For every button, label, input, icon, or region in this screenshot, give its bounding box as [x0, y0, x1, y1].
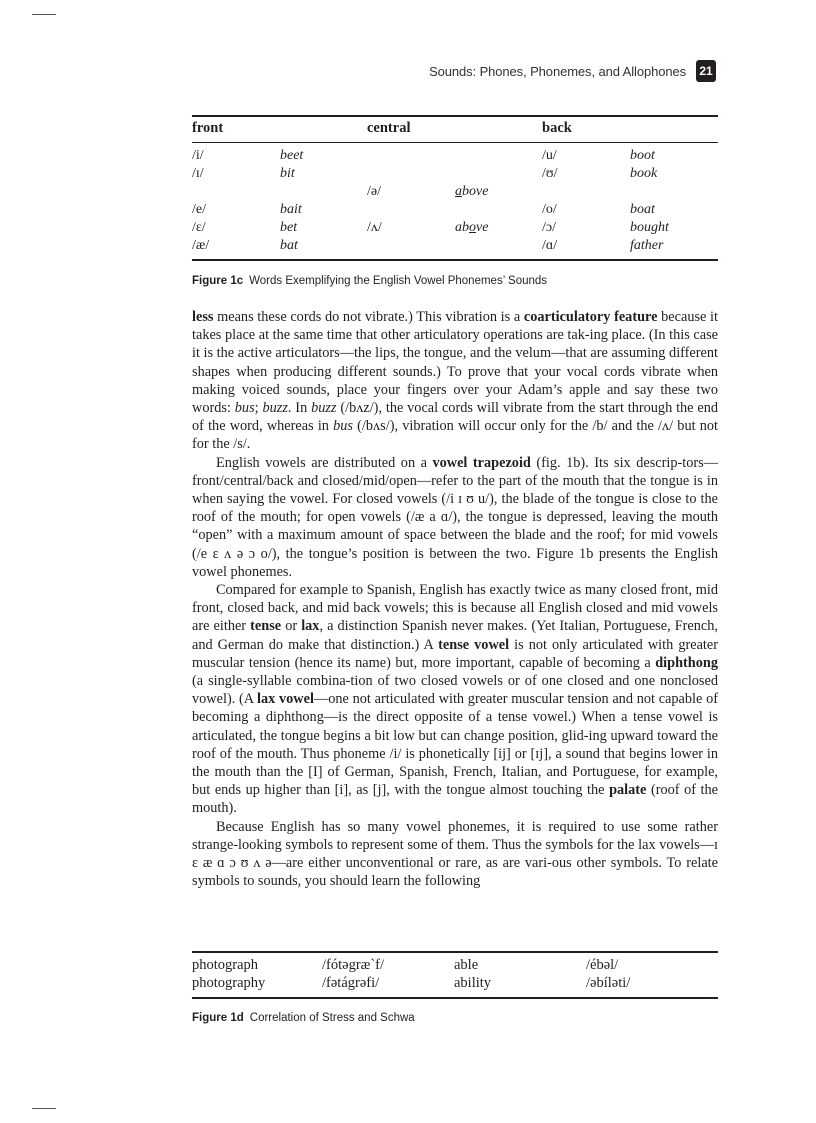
- table-cell: /o/: [542, 202, 557, 217]
- table-cell: beet: [280, 148, 304, 163]
- table-cell: boat: [630, 202, 655, 217]
- figure-label: Figure 1d: [192, 1012, 244, 1024]
- table-top-rule: [192, 951, 718, 953]
- paragraph: Compared for example to Spanish, English has exactly twice as many closed front, mid front, closed back, and mid back vowels; this is because all English closed and mid vowels are either tense or lax, a distinction Spanish never makes. (Yet Italian, Portuguese, French, and German do make that distinction.) A tense vowel is not only articulated with greater muscular tension (hence its name) but, more important, capable of becoming a diphthong (a single-syllable combina-tion of two closed vowels or of one closed and one nonclosed vowel). (A lax vowel—one not articulated with greater muscular tension and not capable of becoming a diphthong—is the direct opposite of a tense vowel.) When a tense vowel is articulated, the tongue begins a bit low but can change position, glid-ing upward toward the roof of the mouth. Thus phoneme /i/ is phonetically [ij] or [ɪj], a sound that begins lower in the mouth than the [I] of German, Spanish, French, Italian, and Portuguese, for example, but ends up higher than [i], as [j], with the tongue almost touching the palate (roof of the mouth).: [192, 582, 718, 817]
- table-cell: /ɪ/: [192, 166, 204, 181]
- table-cell: /ɔ/: [542, 220, 556, 235]
- caption-text: Correlation of Stress and Schwa: [249, 1012, 415, 1024]
- table-cell-underline-third: above: [455, 220, 489, 235]
- table-cell: bait: [280, 202, 302, 217]
- figure-1d-caption: [192, 1012, 415, 1024]
- column-header-back: back: [542, 120, 572, 136]
- table-bottom-rule: [192, 259, 718, 261]
- running-title: Sounds: Phones, Phonemes, and Allophones: [429, 63, 686, 79]
- table-cell: boot: [630, 148, 655, 163]
- table-cell: /fótəgræˋf/: [322, 957, 385, 973]
- figure-1c-caption: [192, 275, 547, 287]
- paragraph: less means these cords do not vibrate.) This vibration is a coarticulatory feature because it takes place at the same time that other articulatory operations are tak-ing place. (In this case it is the active articulators—the lips, the tongue, and the velum—that are assuming different shapes when producing different sounds.) To prove that your vocal cords vibrate when making voiced sounds, place your fingers over your Adam’s apple and say these two words: bus; buzz. In buzz (/bʌz/), the vocal cords will vibrate from the start through the end of the word, whereas in bus (/bʌs/), vibration will occur only for the /b/ and the /ʌ/ but not for the /s/.: [192, 309, 719, 453]
- table-cell: /ɑ/: [542, 238, 558, 253]
- table-cell: /ʌ/: [367, 220, 382, 235]
- table-header-rule: [192, 142, 718, 143]
- table-cell: photography: [192, 975, 266, 991]
- table-cell: photograph: [192, 957, 259, 973]
- crop-mark-top-left: [32, 14, 56, 15]
- caption-text: Words Exemplifying the English Vowel Phonemes’ Sounds: [249, 275, 548, 287]
- table-cell: /u/: [542, 148, 557, 163]
- table-cell: book: [630, 166, 658, 181]
- table-cell: bought: [630, 220, 669, 235]
- running-header: [429, 60, 716, 82]
- table-cell: bit: [280, 166, 295, 181]
- column-header-central: central: [367, 120, 411, 136]
- crop-mark-bottom-left: [32, 1108, 56, 1109]
- body-text: [192, 308, 718, 891]
- table-cell: /ɛ/: [192, 220, 206, 235]
- page-number: 21: [696, 60, 716, 82]
- table-cell-underline-first: above: [455, 184, 489, 199]
- table-cell: /fətágrəfi/: [322, 975, 380, 991]
- column-header-front: front: [192, 120, 224, 136]
- table-bottom-rule: [192, 997, 718, 999]
- table-cell: /ébəl/: [586, 957, 619, 973]
- table-cell: bat: [280, 238, 298, 253]
- table-cell: /əbíləti/: [586, 975, 631, 991]
- table-cell: /i/: [192, 148, 204, 163]
- table-cell: /æ/: [192, 238, 210, 253]
- paragraph: Because English has so many vowel phonemes, it is required to use some rather strange-looking symbols to represent some of them. Thus the symbols for the lax vowels—ɪ ɛ æ ɑ ɔ ʊ ʌ ə—are either unconventional or rare, as are vari-ous other symbols. To relate symbols to sounds, you should learn the following: [192, 818, 718, 890]
- table-cell: ability: [454, 975, 492, 991]
- table-cell: bet: [280, 220, 298, 235]
- table-cell: /ə/: [367, 184, 381, 199]
- table-cell: able: [454, 957, 479, 973]
- table-top-rule: [192, 115, 718, 117]
- figure-label: Figure 1c: [192, 275, 244, 287]
- paragraph: English vowels are distributed on a vowel trapezoid (fig. 1b). Its six descrip-tors—front/central/back and closed/mid/open—refer to the part of the mouth that the tongue is in when saying the vowel. For closed vowels (/i ɪ ʊ u/), the blade of the tongue is close to the roof of the mouth; for open vowels (/æ a ɑ/), the tongue is depressed, leaving the mouth “open” with a maximum amount of space between the blade and the roof; for mid vowels (/e ɛ ʌ ə ɔ o/), the tongue’s position is between the two. Figure 1b presents the English vowel phonemes.: [192, 454, 718, 580]
- table-cell: /ʊ/: [542, 166, 558, 181]
- table-cell: father: [630, 238, 664, 253]
- table-cell: /e/: [192, 202, 206, 217]
